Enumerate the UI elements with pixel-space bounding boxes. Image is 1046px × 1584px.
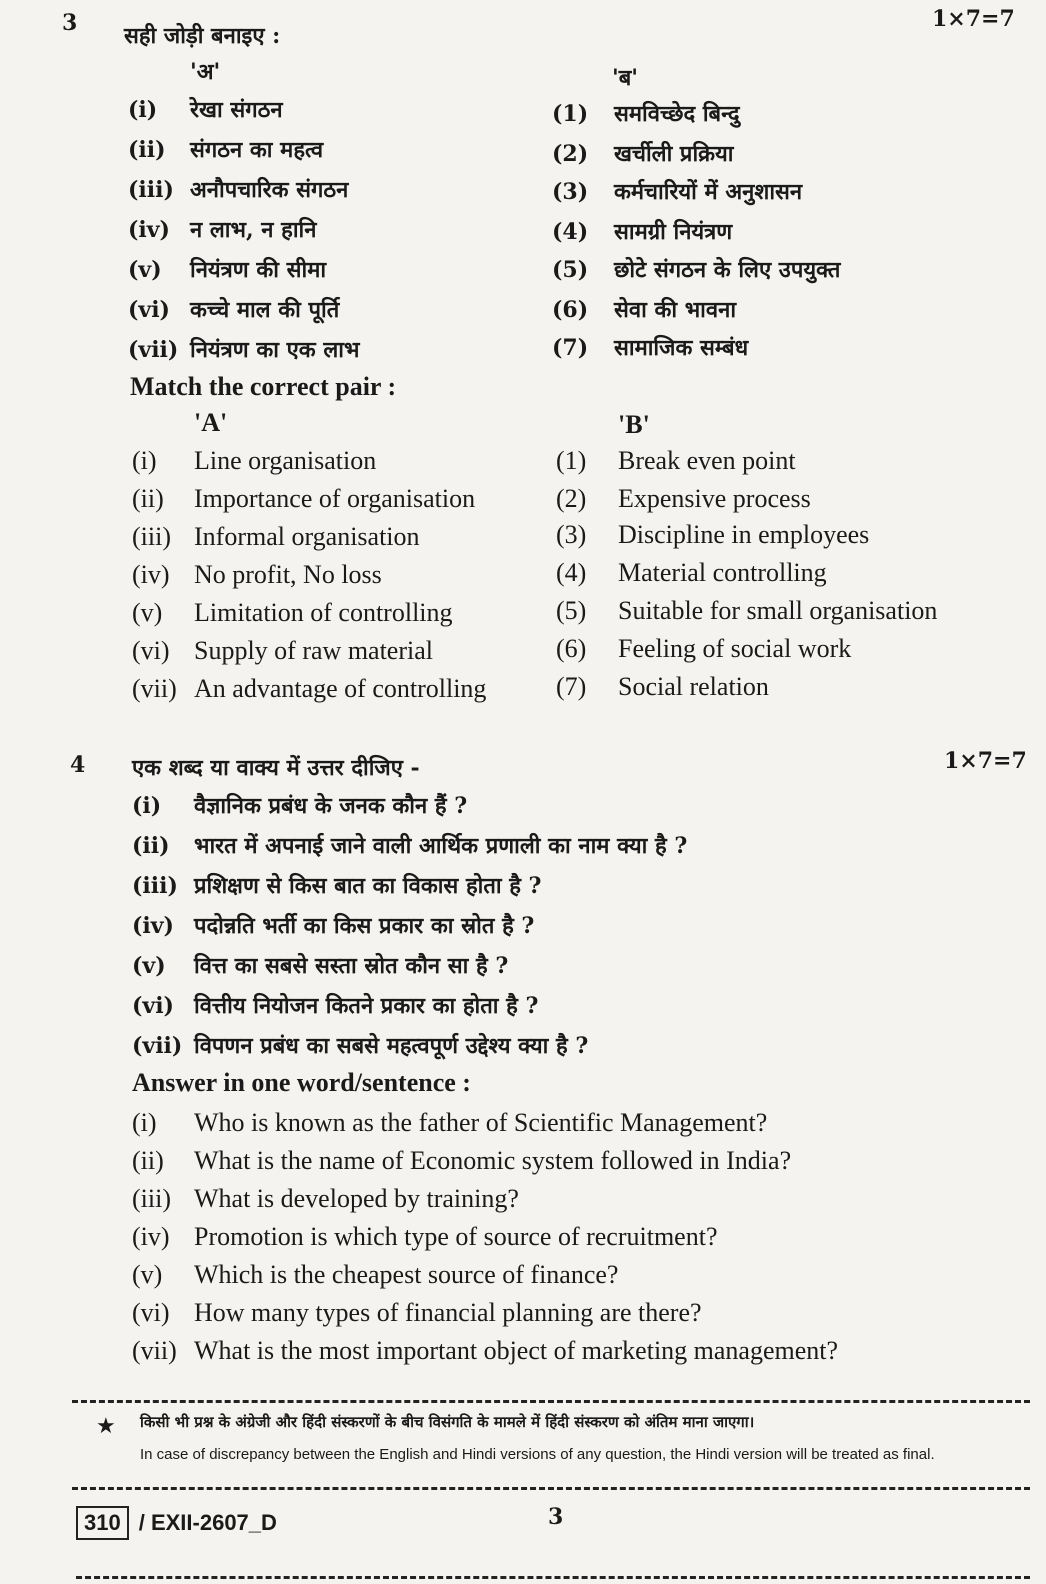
list-item: (vi) How many types of financial planning are there? xyxy=(132,1298,702,1327)
list-item: (iv) Promotion is which type of source of recruitment? xyxy=(132,1222,718,1251)
list-item: (iv) पदोन्नति भर्ती का किस प्रकार का स्रोत है ? xyxy=(132,913,535,939)
list-item: (vii) नियंत्रण का एक लाभ xyxy=(128,337,360,363)
marks-label: 1×7=7 xyxy=(944,748,1027,774)
paper-code-box: 310 xyxy=(76,1506,129,1540)
list-item: (7) सामाजिक सम्बंध xyxy=(552,335,749,361)
page-number: 3 xyxy=(548,1504,564,1530)
list-item: (v) Which is the cheapest source of finance? xyxy=(132,1260,619,1289)
list-item: (5) छोटे संगठन के लिए उपयुक्त xyxy=(552,257,841,283)
column-b-heading: 'ब' xyxy=(612,65,639,91)
list-item: (vii) विपणन प्रबंध का सबसे महत्वपूर्ण उद्देश्य क्या है ? xyxy=(132,1033,589,1059)
list-item: (6) सेवा की भावना xyxy=(552,297,737,323)
list-item: (i) वैज्ञानिक प्रबंध के जनक कौन हैं ? xyxy=(132,793,468,819)
list-item: (vii) An advantage of controlling xyxy=(132,674,487,703)
divider xyxy=(76,1576,1030,1579)
list-item: (iii) अनौपचारिक संगठन xyxy=(128,177,349,203)
list-item: (vii) What is the most important object of marketing management? xyxy=(132,1336,839,1365)
list-item: (4) Material controlling xyxy=(556,558,827,587)
note-hindi: किसी भी प्रश्न के अंग्रेजी और हिंदी संस्करणों के बीच विसंगति के मामले में हिंदी संस्करण को अंतिम माना जाएगा। xyxy=(140,1413,755,1431)
english-heading: Answer in one word/sentence : xyxy=(132,1068,471,1097)
list-item: (v) Limitation of controlling xyxy=(132,598,453,627)
list-item: (4) सामग्री नियंत्रण xyxy=(552,219,733,245)
paper-code-text: / EXII-2607_D xyxy=(138,1510,277,1535)
list-item: (ii) संगठन का महत्व xyxy=(128,137,324,163)
list-item: (i) Who is known as the father of Scientific Management? xyxy=(132,1108,768,1137)
list-item: (vi) कच्चे माल की पूर्ति xyxy=(128,297,340,323)
question-number: 3 xyxy=(62,10,78,36)
list-item: (6) Feeling of social work xyxy=(556,634,852,663)
list-item: (5) Suitable for small organisation xyxy=(556,596,938,625)
list-item: (ii) What is the name of Economic system followed in India? xyxy=(132,1146,792,1175)
list-item: (1) समविच्छेद बिन्दु xyxy=(552,101,740,127)
list-item: (v) नियंत्रण की सीमा xyxy=(128,257,327,283)
column-a-heading: 'अ' xyxy=(190,59,221,85)
list-item: (iii) प्रशिक्षण से किस बात का विकास होता है ? xyxy=(132,873,542,899)
list-item: (vi) वित्तीय नियोजन कितने प्रकार का होता है ? xyxy=(132,993,539,1019)
star-icon: ★ xyxy=(96,1414,116,1439)
list-item: (vi) Supply of raw material xyxy=(132,636,433,665)
english-heading: Match the correct pair : xyxy=(130,372,397,401)
list-item: (3) कर्मचारियों में अनुशासन xyxy=(552,179,803,205)
list-item: (7) Social relation xyxy=(556,672,769,701)
hindi-heading: सही जोड़ी बनाइए : xyxy=(124,23,281,49)
list-item: (i) Line organisation xyxy=(132,446,377,475)
list-item: (v) वित्त का सबसे सस्ता स्रोत कौन सा है ? xyxy=(132,953,509,979)
hindi-heading: एक शब्द या वाक्य में उत्तर दीजिए - xyxy=(132,755,420,781)
list-item: (2) खर्चीली प्रक्रिया xyxy=(552,141,734,167)
paper-code xyxy=(76,1506,277,1540)
list-item: (iii) Informal organisation xyxy=(132,522,420,551)
list-item: (3) Discipline in employees xyxy=(556,520,870,549)
list-item: (iv) न लाभ, न हानि xyxy=(128,217,317,243)
column-b-heading: 'B' xyxy=(618,410,650,439)
column-a-heading: 'A' xyxy=(194,408,228,437)
marks-label: 1×7=7 xyxy=(932,6,1015,32)
list-item: (iii) What is developed by training? xyxy=(132,1184,519,1213)
list-item: (iv) No profit, No loss xyxy=(132,560,382,589)
list-item: (ii) भारत में अपनाई जाने वाली आर्थिक प्रणाली का नाम क्या है ? xyxy=(132,833,688,859)
list-item: (ii) Importance of organisation xyxy=(132,484,476,513)
list-item: (1) Break even point xyxy=(556,446,796,475)
note-english: In case of discrepancy between the English and Hindi versions of any question, the Hindi version will be treated as final. xyxy=(140,1446,935,1463)
list-item: (2) Expensive process xyxy=(556,484,811,513)
question-number: 4 xyxy=(70,752,86,778)
list-item: (i) रेखा संगठन xyxy=(128,97,283,123)
